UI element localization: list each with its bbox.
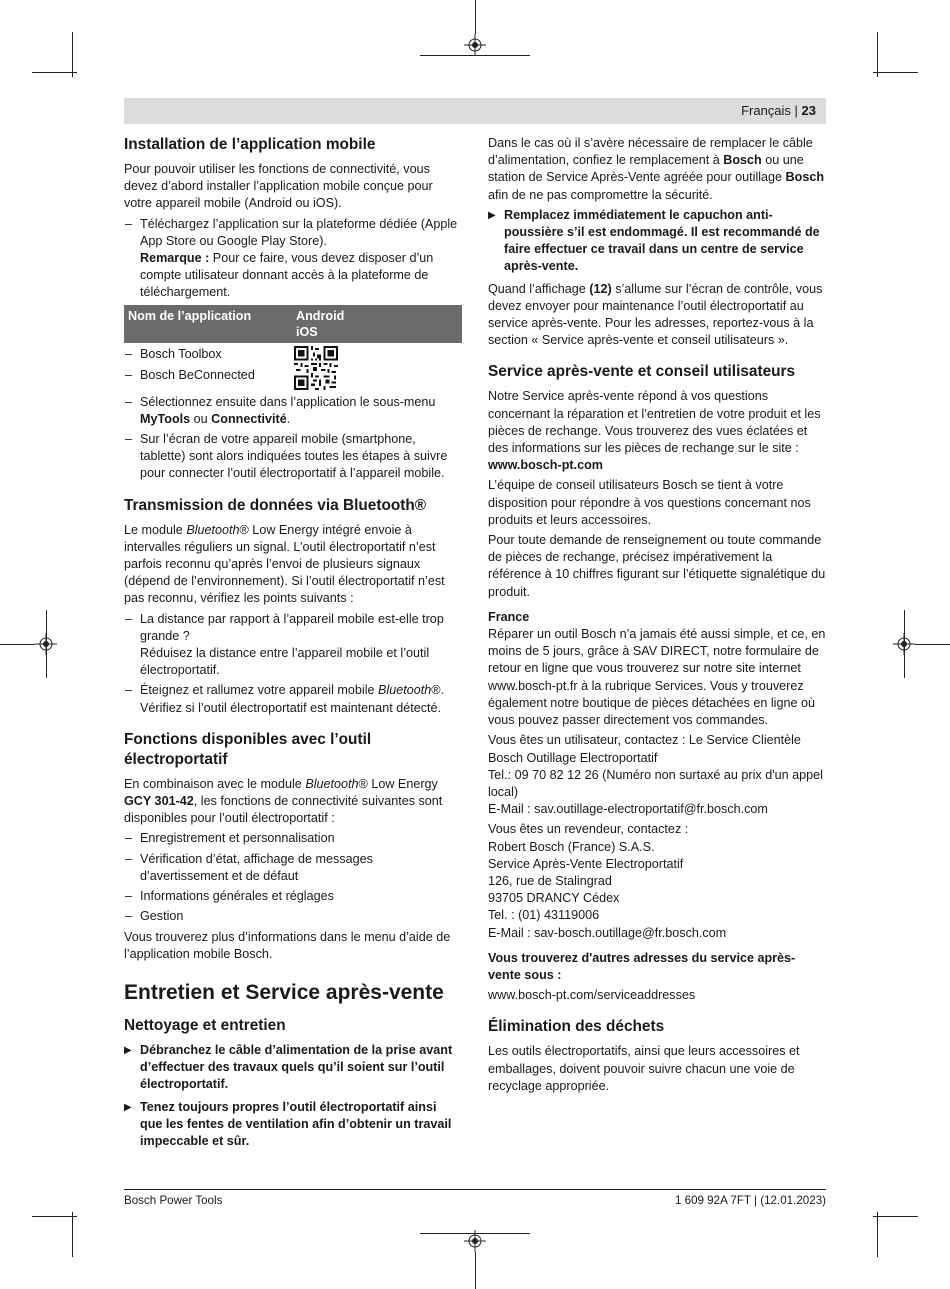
- header-language: Français: [741, 103, 791, 118]
- cleaning-heading: Nettoyage et entretien: [124, 1016, 286, 1034]
- list-item: ▶ Remplacez immédiatement le capuchon anti-poussière s’il est endommagé. Il est recommandé de faire effectuer ce travail dans un centre de service après-vente.: [488, 207, 826, 276]
- bluetooth-heading: Transmission de données via Bluetooth®: [124, 496, 427, 514]
- crop-mark: [32, 1216, 77, 1217]
- crop-mark: [72, 32, 73, 77]
- dealer-contact-phone: Tel. : (01) 43119006: [488, 908, 600, 923]
- crop-mark: [877, 32, 878, 77]
- bt-word: Bluetooth: [186, 522, 240, 537]
- bt-check-distance-fix: Réduisez la distance entre l’appareil mobile et l’outil électroportatif.: [140, 646, 430, 678]
- table-header-platforms: [292, 305, 462, 343]
- func-intro-start: En combinaison avec le module: [124, 776, 302, 791]
- list-item: – Gestion: [124, 908, 462, 925]
- disposal-text: Les outils électroportatifs, ainsi que leurs accessoires et emballages, doivent pouvoir suivre chacun une voie de recyclage appropriée.: [488, 1044, 800, 1093]
- list-item: – Vérification d’état, affichage de messages d’avertissement et de défaut: [124, 851, 462, 885]
- page-number: 23: [801, 103, 816, 118]
- crop-mark: [915, 644, 950, 645]
- list-item: – Bosch BeConnected: [124, 367, 292, 384]
- footer-divider: [124, 1189, 826, 1190]
- table-row: [124, 343, 462, 390]
- crop-mark: [420, 1233, 530, 1234]
- user-contact: [488, 732, 826, 818]
- support-order: Pour toute demande de renseignement ou toute commande de pièces de rechange, précisez impérativement la référence à 10 chiffres figurant sur l’étiquette signalétique du produit.: [488, 533, 826, 599]
- page-header: [124, 98, 826, 124]
- mytools-label: MyTools: [140, 411, 191, 426]
- cap-warning-list: [488, 207, 826, 276]
- remark-label: Remarque :: [140, 251, 210, 266]
- bosch-brand: Bosch: [785, 170, 825, 185]
- install-steps: [124, 216, 462, 302]
- footer-doc-number: 1 609 92A 7FT | (12.01.2023): [674, 1194, 826, 1207]
- list-item: [124, 611, 462, 680]
- bt-word: Bluetooth: [378, 683, 432, 698]
- disposal-heading: Élimination des déchets: [488, 1018, 665, 1036]
- crop-mark: [32, 72, 77, 73]
- bluetooth-intro: [124, 522, 462, 608]
- bt-check-restart: Éteignez et rallumez votre appareil mobile: [140, 683, 375, 698]
- install-heading: Installation de l’application mobile: [124, 136, 376, 153]
- crop-mark: [475, 1252, 476, 1289]
- dealer-contact-line: Service Après-Vente Electroportatif: [488, 856, 684, 871]
- list-item: – Enregistrement et personnalisation: [124, 830, 462, 847]
- service-heading: Entretien et Service après-vente: [124, 980, 444, 1004]
- crop-mark: [46, 610, 47, 678]
- list-item: [124, 682, 462, 716]
- crop-mark: [72, 1212, 73, 1257]
- bt-check-restart-end: ®.: [431, 683, 445, 698]
- user-contact-phone: Tel.: 09 70 82 12 26 (Numéro non surtaxé au prix d'un appel local): [488, 767, 823, 799]
- crop-mark: [877, 1212, 878, 1257]
- bt-check-detected: Vérifiez si l’outil électroportatif est maintenant détecté.: [140, 700, 442, 715]
- footer-brand: Bosch Power Tools: [124, 1194, 223, 1207]
- table-header-ios: iOS: [296, 324, 318, 339]
- functions-intro: [124, 776, 462, 828]
- step-select-or: ou: [193, 411, 208, 426]
- user-contact-email[interactable]: E-Mail : sav.outillage-electroportatif@fr.bosch.com: [488, 802, 768, 817]
- list-item: – Bosch Toolbox: [124, 346, 292, 363]
- list-item: – Sur l’écran de votre appareil mobile (smartphone, tablette) sont alors indiquées toutes les étapes à suivre pour connecter l’outil électroportatif à l’appareil mobile.: [124, 431, 462, 483]
- functions-more: Vous trouverez plus d’informations dans le menu d’aide de l’application mobile Bosch.: [124, 929, 451, 961]
- crop-mark: [873, 72, 918, 73]
- crop-mark: [475, 0, 476, 34]
- bosch-brand: Bosch: [723, 153, 762, 168]
- support-intro: [488, 388, 826, 474]
- app-steps: [124, 394, 462, 483]
- install-step-download: Téléchargez l’application sur la plateforme dédiée (Apple App Store ou Google Play Store).: [140, 216, 458, 248]
- connectivity-label: Connectivité: [211, 411, 287, 426]
- bt-word: Bluetooth: [305, 776, 359, 791]
- cable-text-mid: ou une station de Service Après-Vente agréée pour outillage: [488, 153, 804, 185]
- display-text-start: Quand l’affichage: [488, 281, 586, 296]
- display-number: (12): [589, 281, 612, 296]
- cable-replacement: [488, 135, 826, 204]
- support-team: L’équipe de conseil utilisateurs Bosch se tient à votre disposition pour répondre à vos questions concernant nos produits et leurs accessoires.: [488, 478, 811, 527]
- other-addresses-link[interactable]: www.bosch-pt.com/serviceaddresses: [488, 988, 696, 1003]
- right-column: [488, 135, 826, 1098]
- left-column: [124, 135, 462, 1155]
- crop-mark: [0, 644, 35, 645]
- support-intro-text: Notre Service après-vente répond à vos questions concernant la réparation et l’entretien de votre produit et les pièces de rechange. Vous trouverez des vues éclatées et des informations sur les pièces de rechange sur le site :: [488, 389, 821, 456]
- app-list: [124, 346, 292, 384]
- install-intro: Pour pouvoir utiliser les fonctions de connectivité, vous devez d’abord installer l’application mobile conçue pour votre appareil mobile (Android ou iOS).: [124, 162, 433, 211]
- list-item: [124, 216, 462, 302]
- other-addresses: Vous trouverez d'autres adresses du service après-vente sous :: [488, 950, 796, 982]
- support-link[interactable]: www.bosch-pt.com: [488, 458, 603, 473]
- func-intro-end: , les fonctions de connectivité suivantes sont disponibles pour l’outil électroportatif :: [124, 794, 443, 826]
- dealer-contact-line: Vous êtes un revendeur, contactez :: [488, 822, 689, 837]
- table-header-app-name: Nom de l’application: [124, 305, 292, 343]
- cleaning-list: [124, 1042, 462, 1150]
- list-item: – Informations générales et réglages: [124, 888, 462, 905]
- france-heading: France: [488, 609, 530, 624]
- remark-text: Pour ce faire, vous devez disposer d’un compte utilisateur donnant accès à la plateforme de téléchargement.: [140, 251, 434, 300]
- display-maintenance: [488, 281, 826, 350]
- table-cell-qr: [292, 343, 462, 390]
- model-number: GCY 301-42: [124, 794, 194, 809]
- dealer-contact-line: 126, rue de Stalingrad: [488, 873, 612, 888]
- bt-check-distance: La distance par rapport à l’appareil mobile est-elle trop grande ?: [140, 611, 444, 643]
- crop-mark: [873, 1216, 918, 1217]
- dealer-contact: [488, 821, 826, 941]
- qr-code-icon[interactable]: [294, 346, 338, 390]
- cable-text-end: afin de ne pas compromettre la sécurité.: [488, 187, 713, 202]
- dealer-contact-email[interactable]: E-Mail : sav-bosch.outillage@fr.bosch.com: [488, 925, 727, 940]
- functions-list: [124, 830, 462, 925]
- dealer-contact-line: Robert Bosch (France) S.A.S.: [488, 839, 655, 854]
- table-cell-apps: [124, 343, 292, 390]
- table-header-row: [124, 305, 462, 343]
- crop-mark: [420, 55, 530, 56]
- table-header-android: Android: [296, 308, 345, 323]
- header-text: Français | 23: [741, 103, 816, 118]
- bluetooth-checks: [124, 611, 462, 717]
- functions-heading: Fonctions disponibles avec l’outil électroportatif: [124, 730, 372, 768]
- list-item: ▶ Tenez toujours propres l’outil électroportatif ainsi que les fentes de ventilation afin d’obtenir un travail impeccable et sûr.: [124, 1099, 462, 1151]
- dealer-contact-line: 93705 DRANCY Cédex: [488, 891, 620, 906]
- display-text-end: s’allume sur l’écran de contrôle, vous devez envoyer pour maintenance l’outil électroportatif au service après-vente. Pour les adresses, reportez-vous à la section « Service après-vente et conseil utilisateurs ».: [488, 281, 823, 348]
- app-table: [124, 305, 462, 390]
- list-item: – Sélectionnez ensuite dans l’application le sous-menu MyTools ou Connectivité.: [124, 394, 462, 428]
- bt-intro-start: Le module: [124, 522, 183, 537]
- france-text: Réparer un outil Bosch n’a jamais été aussi simple, et ce, en moins de 5 jours, grâce à SAV DIRECT, notre formulaire de retour en ligne que vous trouverez sur notre site internet www.bosch-pt.fr à la rubrique Services. Vous y trouverez également notre boutique de pièces détachées en ligne où vous pouvez passer directement vos commandes.: [488, 627, 826, 728]
- user-contact-line: Vous êtes un utilisateur, contactez : Le Service Clientèle: [488, 733, 801, 748]
- user-contact-line: Bosch Outillage Electroportatif: [488, 750, 658, 765]
- support-heading: Service après-vente et conseil utilisateurs: [488, 363, 796, 381]
- step-select-text: Sélectionnez ensuite dans l’application le sous-menu: [140, 394, 436, 409]
- registration-mark-icon: [464, 34, 486, 56]
- bt-intro-rest: ® Low Energy intégré envoie à intervalles réguliers un signal. L’outil électroportatif n’est parfois reconnu qu’après l’envoi de plusieurs signaux (dépend de l’environnement). Si l’outil électroportatif n’est pas reconnu, vérifiez les points suivants :: [124, 522, 445, 606]
- crop-mark: [904, 610, 905, 678]
- list-item: ▶ Débranchez le câble d’alimentation de la prise avant d’effectuer des travaux quels qu’il soient sur l’outil électroportatif.: [124, 1042, 462, 1094]
- func-intro-mid: ® Low Energy: [358, 776, 438, 791]
- cable-text-start: Dans le cas où il s’avère nécessaire de remplacer le câble d’alimentation, confiez le remplacement à: [488, 136, 813, 168]
